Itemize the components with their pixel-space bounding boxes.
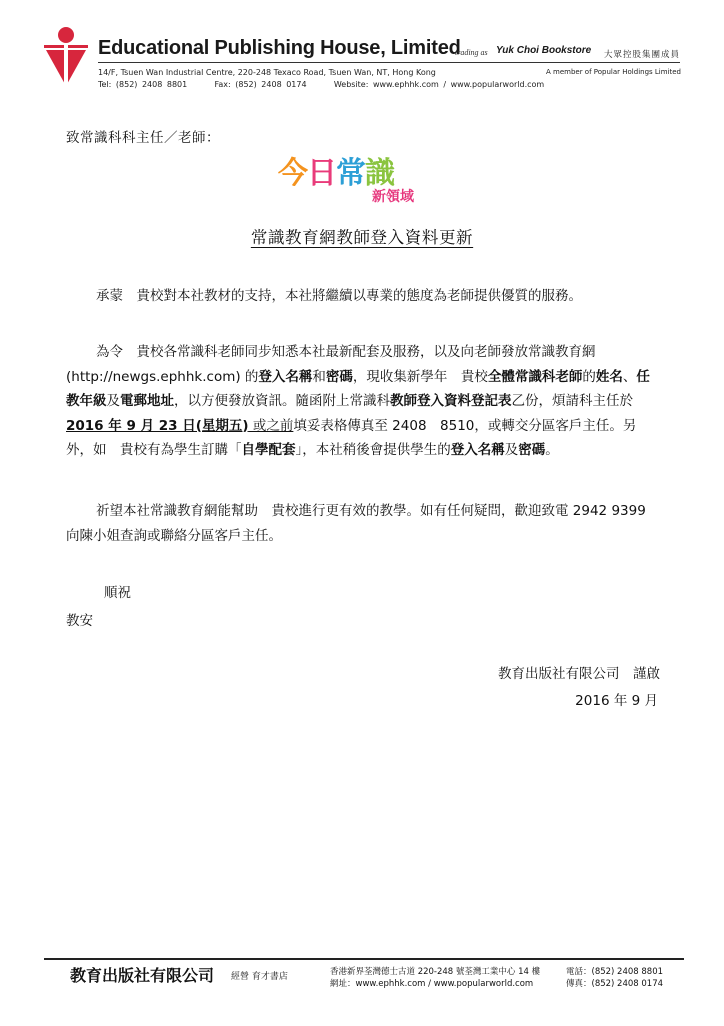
- trading-as-label: trading as: [455, 48, 488, 57]
- p2-text: 為令 貴校各常識科老師同步知悉本社最新配套及服務，以及向老師發放常識教育網(http://newgs.ephhk.com) 的: [66, 344, 596, 385]
- p2-bold: 全體常識科老師: [487, 368, 583, 385]
- header-divider: [98, 62, 680, 63]
- brand-logo: [278, 156, 448, 206]
- footer-company-name: 教育出版社有限公司: [70, 966, 215, 985]
- footer-website: 網址：www.ephhk.com / www.popularworld.com: [330, 979, 534, 989]
- p2-text: 。: [545, 442, 559, 458]
- footer-address: 香港新界荃灣德士古道 220-248 號荃灣工業中心 14 樓: [330, 967, 541, 977]
- tel: Tel: (852) 2408 8801: [98, 80, 188, 89]
- deadline-suffix: 或之前: [248, 417, 294, 434]
- letter-date: 2016 年 9 月: [575, 693, 658, 709]
- brand-char: 今: [278, 156, 307, 191]
- paragraph-1-text: 承蒙 貴校對本社教材的支持，本社將繼續以專業的態度為老師提供優質的服務。: [96, 288, 582, 304]
- salutation: 致常識科科主任／老師：: [66, 130, 220, 146]
- p2-bold: 密碼: [518, 442, 546, 458]
- brand-char: 識: [365, 156, 394, 191]
- footer-fax: 傳真：(852) 2408 0174: [566, 979, 664, 989]
- brand-subtitle: 新領域: [372, 189, 414, 205]
- p2-text: ，以方便發放資訊。隨函附上常識科: [174, 393, 390, 409]
- p2-bold: 電郵地址: [120, 393, 174, 409]
- website: Website: www.ephhk.com / www.popularworld.com: [333, 80, 545, 89]
- letter-title: [0, 224, 724, 248]
- trading-name: Yuk Choi Bookstore: [496, 45, 592, 56]
- company-logo-icon: [44, 26, 96, 88]
- footer-tel: 電話：(852) 2408 8801: [566, 967, 664, 977]
- p2-text: 乙份，煩請科主任於: [511, 393, 633, 409]
- closing: 教安: [66, 613, 93, 629]
- p2-bold: 登入名稱: [258, 368, 313, 385]
- p2-text: 及: [504, 442, 519, 458]
- p2-text: 」，本社稍後會提供學生的: [295, 442, 451, 458]
- deadline-date: 2016 年 9 月 23 日(星期五): [66, 417, 249, 434]
- brand-char: 常: [336, 156, 365, 191]
- footer-divider: [44, 958, 684, 960]
- p2-bold: 登入名稱: [450, 442, 505, 458]
- p2-bold: 教師登入資料登記表: [390, 393, 512, 409]
- p2-text: 填妥表格傳真至 2408 8510，或轉交分區客戶主任。另外，如 貴校有為學生訂購「: [66, 417, 637, 458]
- company-address: 14/F, Tsuen Wan Industrial Centre, 220-248 Texaco Road, Tsuen Wan, NT, Hong Kong: [98, 68, 436, 77]
- p2-text: 和: [312, 368, 326, 385]
- regards: 順祝: [104, 585, 131, 601]
- member-of: A member of Popular Holdings Limited: [546, 68, 681, 76]
- paragraph-3: [66, 499, 660, 548]
- company-contact: [98, 80, 544, 89]
- signature: 教育出版社有限公司 謹啟: [498, 666, 660, 682]
- company-name: Educational Publishing House, Limited: [98, 37, 461, 59]
- p2-text: ，現收集新學年 貴校: [352, 368, 488, 385]
- p2-bold: 自學配套: [241, 442, 296, 458]
- fax: Fax: (852) 2408 0174: [214, 80, 307, 89]
- footer-trading-name: 經營 育才書店: [231, 972, 288, 982]
- p2-text: 及: [106, 393, 120, 409]
- brand-char: 日: [307, 156, 336, 191]
- paragraph-2: [66, 340, 660, 463]
- p2-bold: 密碼: [325, 368, 353, 385]
- p2-text: 的: [582, 368, 596, 385]
- p2-bold: 姓名: [595, 368, 623, 385]
- paragraph-3-text: 祈望本社常識教育網能幫助 貴校進行更有效的教學。如有任何疑問，歡迎致電 2942 9399 向陳小姐查詢或聯絡分區客戶主任。: [66, 503, 646, 544]
- p2-text: 、: [622, 368, 637, 385]
- letter-title-text: 常識教育網教師登入資料更新: [250, 228, 474, 247]
- paragraph-1: [66, 284, 660, 309]
- p2-bold: 任教年級: [66, 368, 650, 409]
- group-member-cn: 大眾控股集團成員: [604, 50, 681, 60]
